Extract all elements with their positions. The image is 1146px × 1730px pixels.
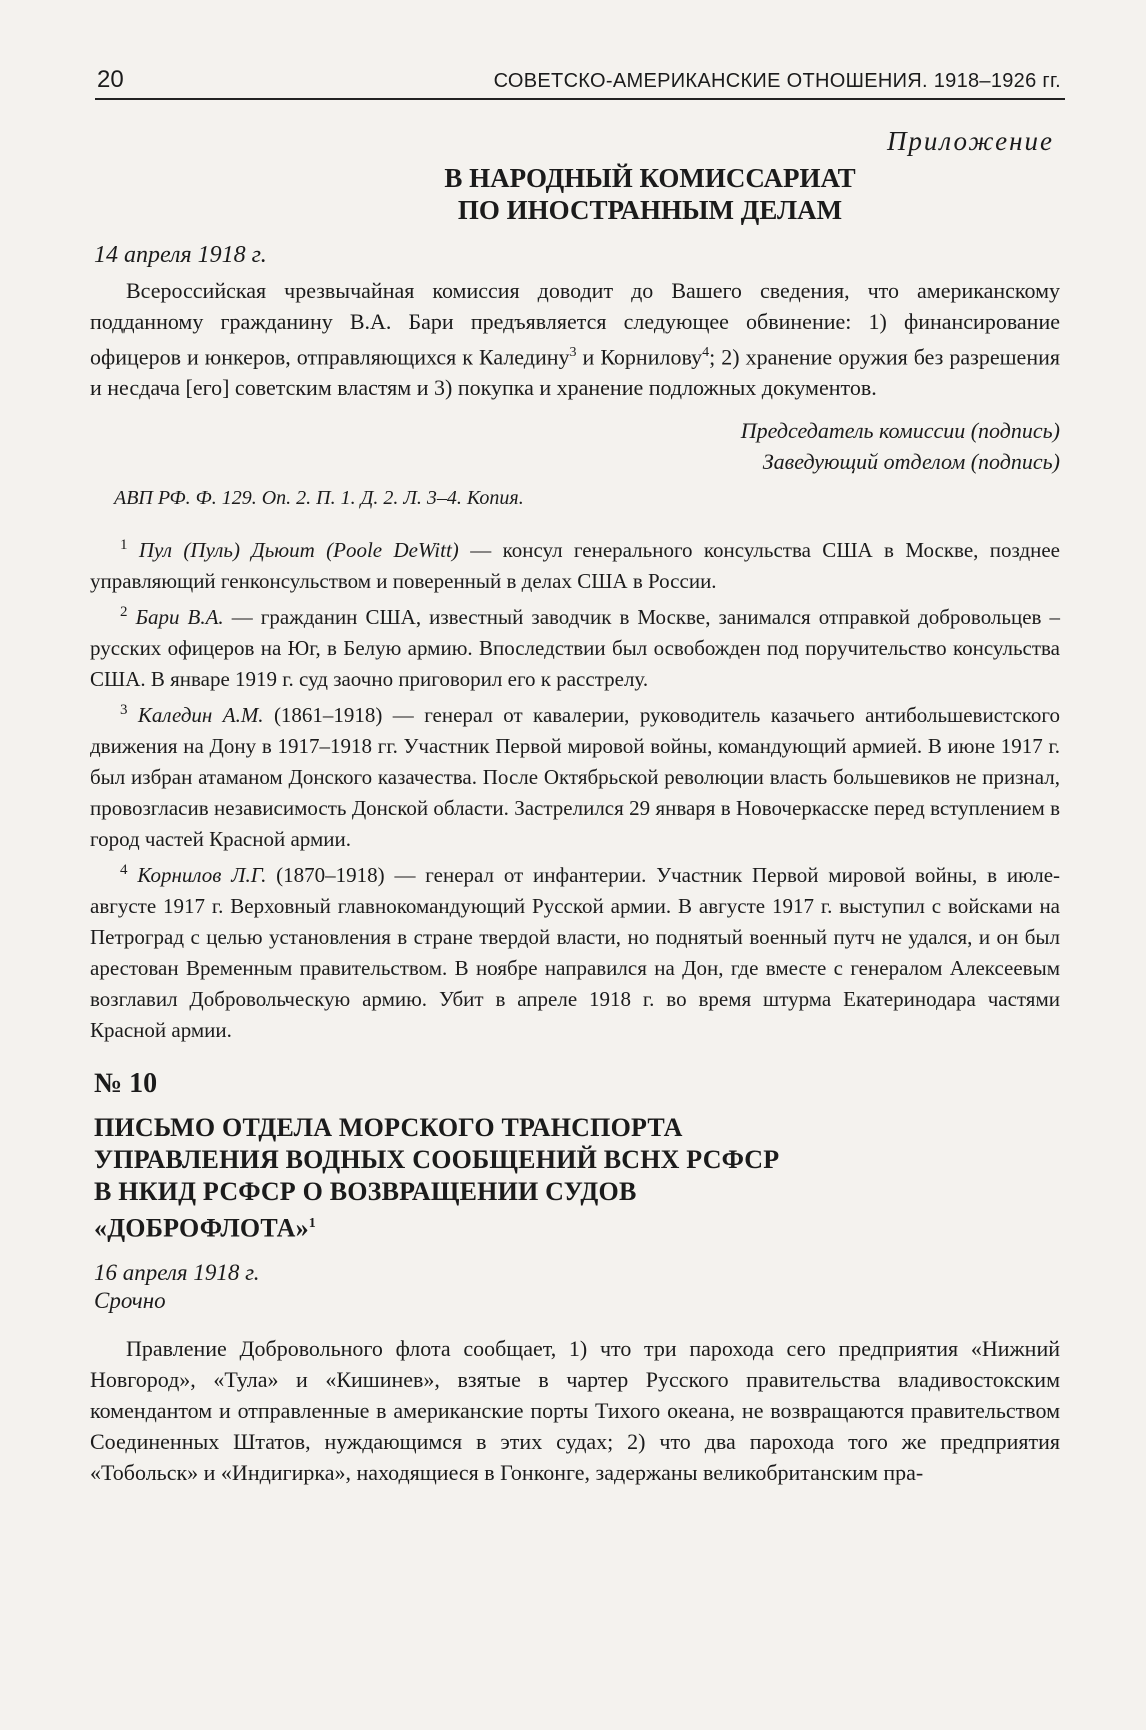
document-title-line: В НКИД РСФСР О ВОЗВРАЩЕНИИ СУДОВ <box>94 1177 637 1207</box>
appendix-date: 14 апреля 1918 г. <box>94 242 267 268</box>
footnote-person: Пул (Пуль) Дьюит (Poole DeWitt) <box>138 538 459 563</box>
document-body: Правление Добровольного флота сообщает, 1) что три парохода сего предприятия «Нижний Новгород», «Тула» и «Кишинев», взятые в чартер Русского правительства владивостокским комендантом и отправленные в американские порты Тихого океана, не возвращаются правительством Соединенных Штатов, нуждающимся в этих судах; 2) что два парохода того же предприятия «Тобольск» и «Индигирка», находящиеся в Гонконге, задержаны великобританским пра- <box>90 1335 1060 1485</box>
footnote-text: (1861–1918) — генерал от кавалерии, руководитель казачьего антибольшевистского движения на Дону в 1917–1918 гг. Участник Первой мировой войны, командующий армией. В июне 1917 г. был избран атаманом Донского казачества. После Октябрьской революции власть большевиков не признал, провозгласив независимость Донской области. Застрелился 29 января в Новочеркасске перед вступлением в город частей Красной армии. <box>90 703 1060 852</box>
running-title: СОВЕТСКО-АМЕРИКАНСКИЕ ОТНОШЕНИЯ. 1918–1926 гг. <box>493 70 1061 92</box>
footnote-ref: 1 <box>308 1216 316 1232</box>
document-date: 16 апреля 1918 г. <box>94 1259 260 1285</box>
appendix-title <box>90 162 1060 226</box>
document-title-line: «ДОБРОФЛОТА» <box>94 1213 309 1243</box>
footnote-person: Каледин А.М. <box>137 703 264 728</box>
appendix-body-text: ; 2) хранение оружия без разрешения и несдача [его] советским властям и 3) покупка и хранение подложных документов. <box>90 344 1060 401</box>
footnote-number: 4 <box>120 862 128 879</box>
appendix-body <box>90 275 1060 403</box>
appendix-title-line: ПО ИНОСТРАННЫМ ДЕЛАМ <box>457 195 843 225</box>
document-title <box>94 1112 1060 1245</box>
footnote-person: Бари В.А. <box>135 605 224 630</box>
footnote <box>90 530 1060 597</box>
footnotes <box>90 530 1060 1046</box>
appendix-body-text: и Корнилову <box>576 344 703 370</box>
footnote-ref: 3 <box>569 345 577 360</box>
document-number: № 10 <box>94 1068 158 1100</box>
footnote-person: Корнилов Л.Г. <box>137 863 267 888</box>
appendix-label: Приложение <box>886 126 1054 156</box>
signature-department-head: Заведующий отделом (подпись) <box>762 449 1060 475</box>
appendix-title-line: В НАРОДНЫЙ КОМИССАРИАТ <box>444 163 856 193</box>
footnote <box>90 855 1060 1046</box>
document-title-line: ПИСЬМО ОТДЕЛА МОРСКОГО ТРАНСПОРТА <box>94 1113 683 1143</box>
footnote-text: (1870–1918) — генерал от инфантерии. Участник Первой мировой войны, в июле-августе 1917 г. Верховный главнокомандующий Русской армии. В августе 1917 г. выступил с войсками на Петроград с целью установления в стране твердой власти, но поднятый военный путч не удался, и он был арестован Временным правительством. В ноябре направился на Дон, где вместе с генералом Алексеевым возглавил Добровольческую армию. Убит в апреле 1918 г. во время штурма Екатеринодара частями Красной армии. <box>90 863 1061 1043</box>
footnote-number: 2 <box>120 604 128 621</box>
page-number: 20 <box>97 66 124 93</box>
signature-chairman: Председатель комиссии (подпись) <box>740 418 1060 444</box>
document-title-line: УПРАВЛЕНИЯ ВОДНЫХ СООБЩЕНИЙ ВСНХ РСФСР <box>94 1145 780 1175</box>
footnote <box>90 597 1060 695</box>
footnote-number: 1 <box>120 537 128 554</box>
archive-source: АВП РФ. Ф. 129. Оп. 2. П. 1. Д. 2. Л. 3–4. Копия. <box>114 487 524 510</box>
footnote-text: — консул генерального консульства США в Москве, позднее управляющий генконсульством и поверенный в делах США в России. <box>90 538 1061 594</box>
appendix-body-text: Всероссийская чрезвычайная комиссия доводит до Вашего сведения, что американскому подданному гражданину В.А. Бари предъявляется следующее обвинение: 1) финансирование офицеров и юнкеров, отправляющихся к Каледину <box>90 278 1060 370</box>
page-content <box>90 120 1060 1488</box>
footnote-text: — гражданин США, известный заводчик в Москве, занимался отправкой добровольцев – русских офицеров на Юг, в Белую армию. Впоследствии был освобожден под поручительство консульства США. В январе 1919 г. суд заочно приговорил его к расстрелу. <box>90 605 1061 692</box>
urgency-mark: Срочно <box>94 1287 166 1313</box>
page-header <box>95 64 1065 100</box>
footnote-number: 3 <box>120 702 128 719</box>
footnote-ref: 4 <box>702 345 710 360</box>
footnote <box>90 695 1060 855</box>
